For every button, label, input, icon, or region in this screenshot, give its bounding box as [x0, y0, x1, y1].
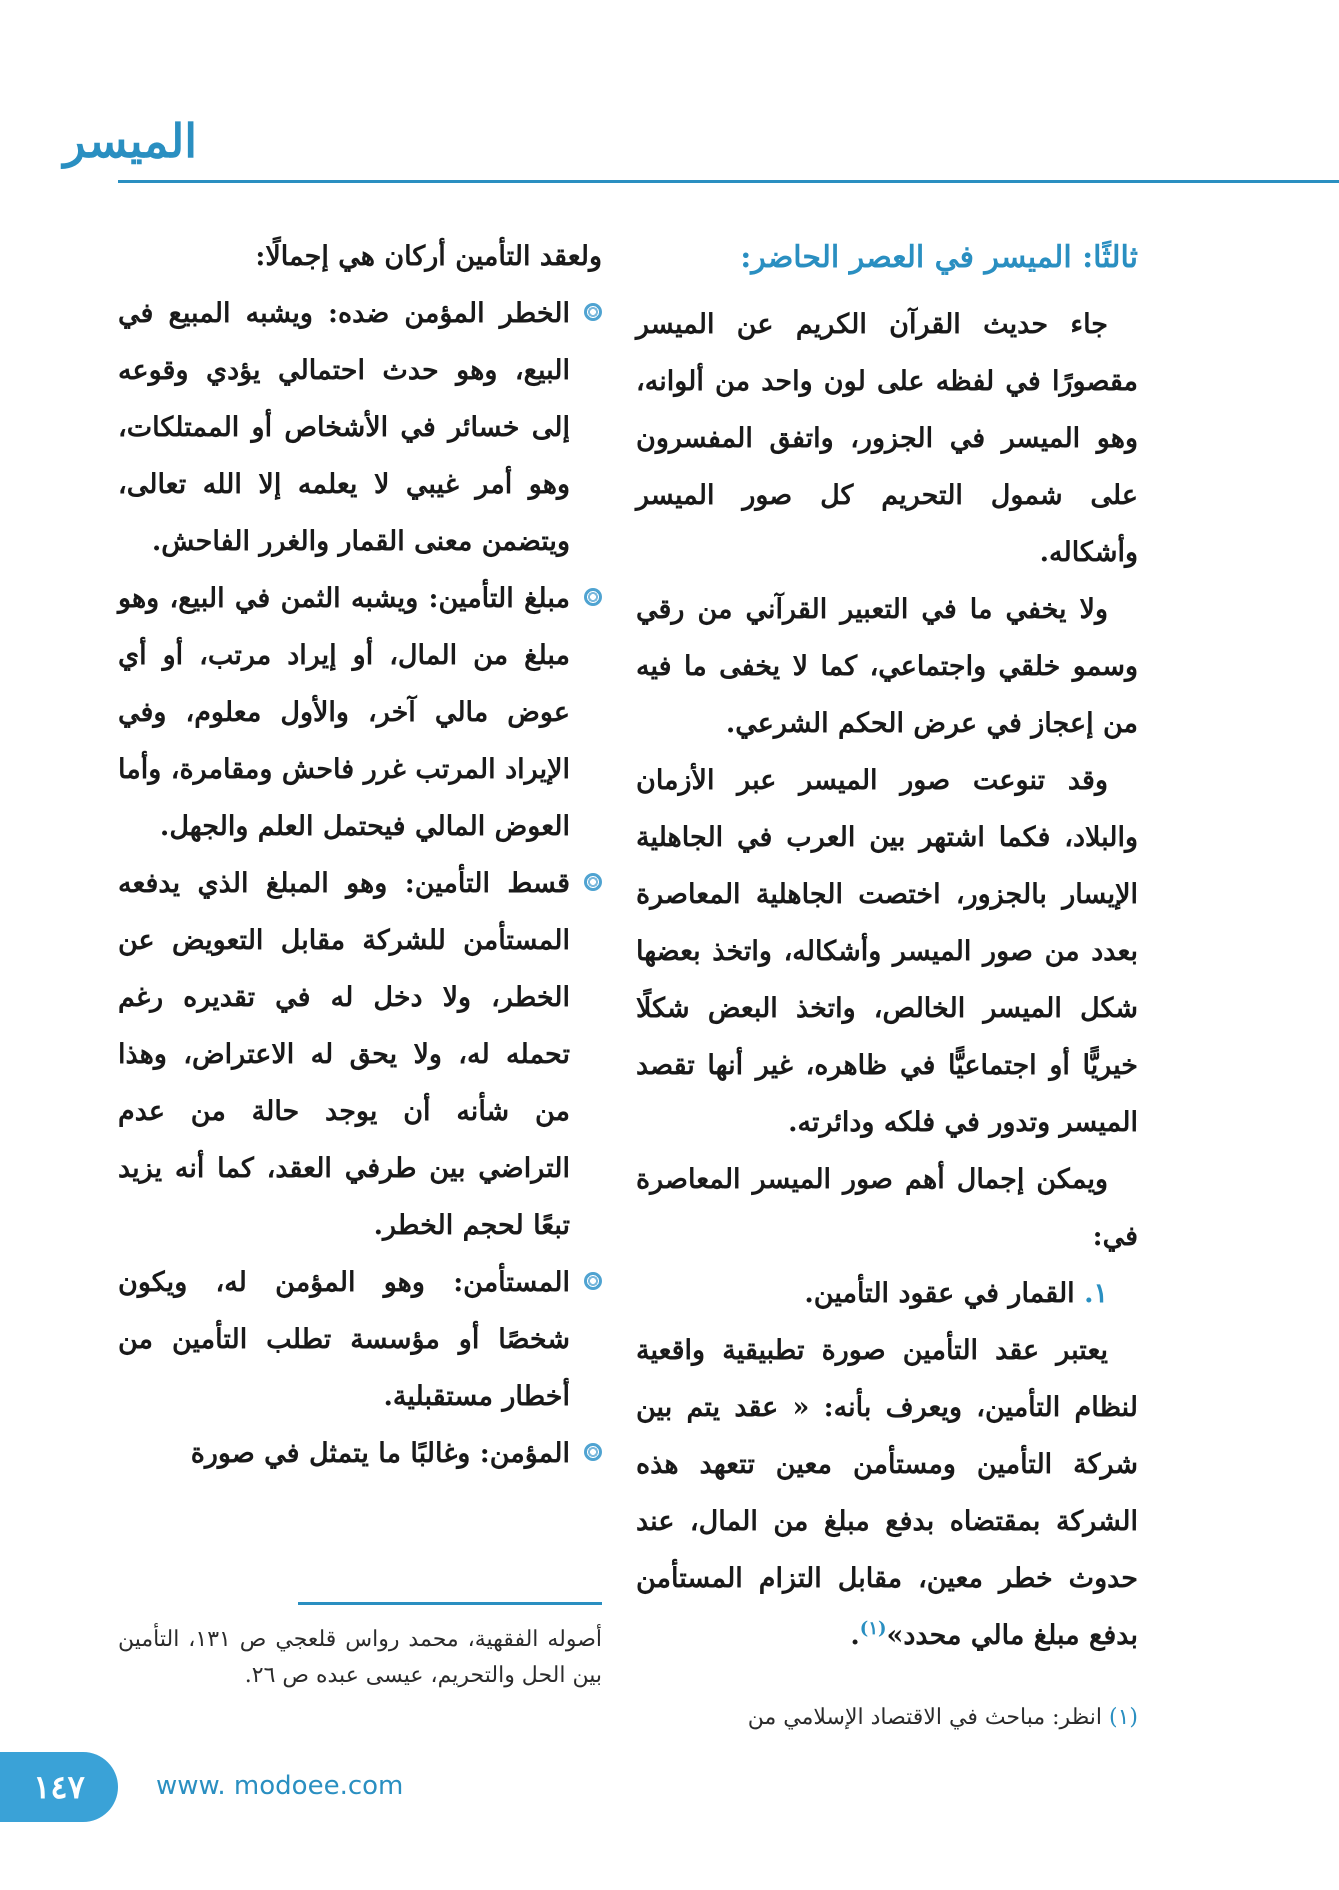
list-item: [118, 1425, 602, 1482]
paragraph: ويمكن إجمال أهم صور الميسر المعاصرة في:: [636, 1164, 1138, 1252]
definition-paragraph: [636, 1322, 1138, 1664]
flower-bullet-icon: [584, 1272, 602, 1290]
list-item-text: قسط التأمين: وهو المبلغ الذي يدفعه المستأمن للشركة مقابل التعويض عن الخطر، ولا دخل له في تقديره رغم تحمله له، ولا يحق له الاعتراض، وهذا من شأنه أن يوجد حالة من عدم التراضي بين طرفي العقد، كما أنه يزيد تبعًا لحجم الخطر.: [118, 868, 570, 1241]
left-column: [118, 228, 602, 1482]
list-item: [118, 855, 602, 1254]
flower-bullet-icon: [584, 588, 602, 606]
footnote-continuation: أصوله الفقهية، محمد رواس قلعجي ص ١٣١، التأمين بين الحل والتحريم، عيسى عبده ص ٢٦.: [118, 1627, 602, 1688]
footnote-divider: [298, 1602, 602, 1605]
section-heading: ثالثًا: الميسر في العصر الحاضر:: [740, 240, 1138, 275]
definition-end: .: [850, 1620, 860, 1651]
right-column: [636, 228, 1138, 1664]
definition-text: يعتبر عقد التأمين صورة تطبيقية واقعية لنظام التأمين، ويعرف بأنه: « عقد يتم بين شركة التأمين ومستأمن معين تتعهد هذه الشركة بمقتضاه بدفع مبلغ من المال، عند حدوث خطر معين، مقابل التزام المستأمن بدفع مبلغ مالي محدد»: [636, 1335, 1138, 1651]
paragraph: ولا يخفي ما في التعبير القرآني من رقي وسمو خلقي واجتماعي، كما لا يخفى ما فيه من إعجاز في عرض الحكم الشرعي.: [636, 594, 1138, 739]
footnote-text: انظر: مباحث في الاقتصاد الإسلامي من: [747, 1705, 1102, 1730]
flower-bullet-icon: [584, 1443, 602, 1461]
numbered-item: [636, 1265, 1138, 1322]
list-item-text: المؤمن: وغالبًا ما يتمثل في صورة: [190, 1438, 570, 1469]
flower-bullet-icon: [584, 303, 602, 321]
item-text: القمار في عقود التأمين.: [804, 1278, 1075, 1309]
header-divider: [118, 180, 1339, 183]
item-number: ١.: [1084, 1278, 1108, 1309]
pillars-intro: ولعقد التأمين أركان هي إجمالًا:: [255, 241, 602, 272]
paragraph: وقد تنوعت صور الميسر عبر الأزمان والبلاد، فكما اشتهر بين العرب في الجاهلية الإيسار بالجزور، اختصت الجاهلية المعاصرة بعدد من صور الميسر وأشكاله، واتخذ بعضها شكل الميسر الخالص، واتخذ البعض شكلًا خيريًّا أو اجتماعيًّا في ظاهره، غير أنها تقصد الميسر وتدور في فلكه ودائرته.: [636, 765, 1138, 1138]
list-item-text: الخطر المؤمن ضده: ويشبه المبيع في البيع، وهو حدث احتمالي يؤدي وقوعه إلى خسائر في الأشخاص أو الممتلكات، وهو أمر غيبي لا يعلمه إلا الله تعالى، ويتضمن معنى القمار والغرر الفاحش.: [118, 298, 570, 557]
list-item-text: المستأمن: وهو المؤمن له، ويكون شخصًا أو مؤسسة تطلب التأمين من أخطار مستقبلية.: [118, 1267, 570, 1412]
footnote-reference[interactable]: (١): [859, 1618, 887, 1639]
list-item: [118, 570, 602, 855]
page-number-badge: [0, 1752, 118, 1822]
footnote: [636, 1700, 1138, 1736]
flower-bullet-icon: [584, 873, 602, 891]
pillars-list: [118, 285, 602, 1482]
paragraph: جاء حديث القرآن الكريم عن الميسر مقصورًا في لفظه على لون واحد من ألوانه، وهو الميسر في الجزور، واتفق المفسرون على شمول التحريم كل صور الميسر وأشكاله.: [636, 309, 1138, 568]
website-link[interactable]: www. modoee.com: [156, 1771, 404, 1801]
list-item: [118, 285, 602, 570]
list-item-text: مبلغ التأمين: ويشبه الثمن في البيع، وهو مبلغ من المال، أو إيراد مرتب، أو أي عوض مالي آخر، والأول معلوم، وفي الإيراد المرتب غرر فاحش ومقامرة، وأما العوض المالي فيحتمل العلم والجهل.: [118, 583, 570, 842]
page-number: ١٤٧: [33, 1768, 85, 1806]
page-header-title: الميسر: [63, 114, 197, 168]
list-item: [118, 1254, 602, 1425]
footnote-number: (١): [1108, 1705, 1138, 1730]
